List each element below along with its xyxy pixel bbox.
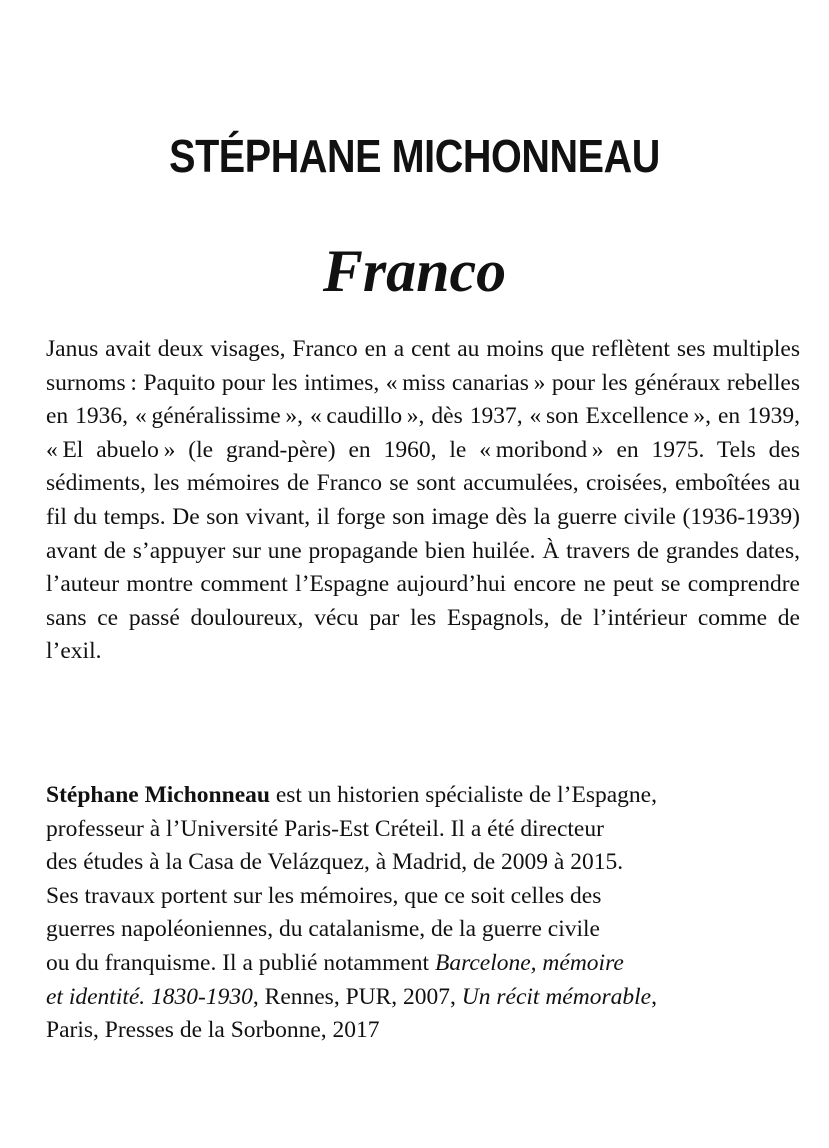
- publication-title: et identité. 1830-1930: [46, 983, 253, 1010]
- publication-title: Barcelone, mémoire: [434, 949, 624, 976]
- publication-title: Un récit mémorable: [461, 983, 652, 1010]
- bio-author-name: Stéphane Michonneau: [46, 782, 270, 808]
- book-summary: Janus avait deux visages, Franco en a cent au moins que reflètent ses multiples surnoms : Paquito pour les intimes, « miss canarias » pour les généraux rebelles en 1936, « généralissime », « caudillo », dès 1937, « son Excellence », en 1939, « El abuelo » (le grand-père) en 1960, le « moribond » en 1975. Tels des sédiments, les mémoires de Franco se sont accumulées, croisées, emboîtées au fil du temps. De son vivant, il forge son image dès la guerre civile (1936-1939) avant de s’appuyer sur une propagande bien huilée. À travers de grandes dates, l’auteur montre comment l’Espagne aujourd’hui encore ne peut se comprendre sans ce passé douloureux, vécu par les Espagnols, de l’intérieur comme de l’exil.: [46, 336, 800, 665]
- bio-line: des études à la Casa de Velázquez, à Madrid, de 2009 à 2015.: [46, 849, 624, 876]
- bio-line: ou du franquisme. Il a publié notamment Barcelone, mémoire: [46, 949, 624, 976]
- bio-line: Stéphane Michonneau est un historien spécialiste de l’Espagne,: [46, 782, 657, 808]
- bio-line: professeur à l’Université Paris-Est Créteil. Il a été directeur: [46, 815, 604, 842]
- bio-line: Paris, Presses de la Sorbonne, 2017: [46, 1017, 380, 1044]
- author-bio: [46, 779, 806, 1048]
- book-title: Franco: [322, 238, 507, 304]
- bio-line: et identité. 1830-1930, Rennes, PUR, 2007, Un récit mémorable,: [46, 983, 657, 1010]
- bio-line: guerres napoléoniennes, du catalanisme, de la guerre civile: [46, 916, 600, 943]
- bio-line: Ses travaux portent sur les mémoires, que ce soit celles des: [46, 882, 602, 909]
- author-name: STÉPHANE MICHONNEAU: [169, 130, 660, 182]
